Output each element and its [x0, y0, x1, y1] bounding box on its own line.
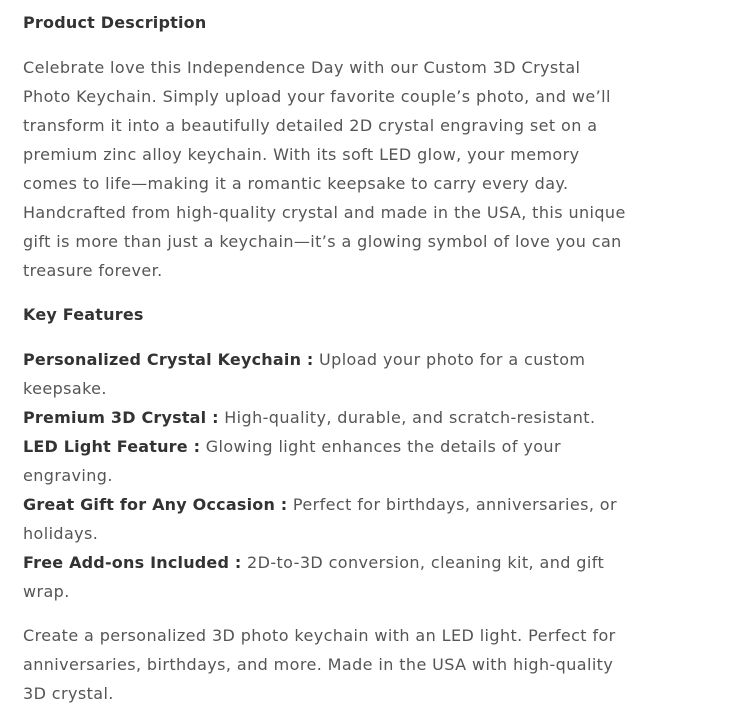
- feature-label: Premium 3D Crystal :: [23, 408, 219, 427]
- feature-label: Free Add-ons Included :: [23, 553, 242, 572]
- feature-text: Upload your photo for a custom keepsake.: [23, 350, 586, 398]
- feature-label: LED Light Feature :: [23, 437, 201, 456]
- feature-item-led-light-feature: [23, 432, 628, 490]
- feature-item-personalized-crystal-keychain: [23, 345, 628, 403]
- spacer: [23, 329, 628, 345]
- feature-text: Perfect for birthdays, anniversaries, or holidays.: [23, 495, 617, 543]
- key-features-heading: Key Features: [23, 305, 144, 324]
- feature-item-great-gift: [23, 490, 628, 548]
- product-description-text: Celebrate love this Independence Day with our Custom 3D Crystal Photo Keychain. Simply upload your favorite couple’s photo, and we’ll transform it into a beautifully detailed 2D crystal engraving set on a premium zinc alloy keychain. With its soft LED glow, your memory comes to life—making it a romantic keepsake to carry every day. Handcrafted from high-quality crystal and made in the USA, this unique gift is more than just a keychain—it’s a glowing symbol of love you can treasure forever.: [23, 58, 626, 280]
- spacer: [23, 606, 628, 621]
- feature-label: Great Gift for Any Occasion :: [23, 495, 288, 514]
- product-description-heading: Product Description: [23, 13, 207, 32]
- feature-text: High-quality, durable, and scratch-resistant.: [224, 408, 596, 427]
- key-features-list: [23, 345, 628, 606]
- feature-item-premium-3d-crystal: [23, 403, 628, 432]
- feature-item-free-add-ons: [23, 548, 628, 606]
- closing-text: Create a personalized 3D photo keychain with an LED light. Perfect for anniversaries, birthdays, and more. Made in the USA with high-quality 3D crystal.: [23, 626, 616, 703]
- feature-label: Personalized Crystal Keychain :: [23, 350, 314, 369]
- feature-text: 2D-to-3D conversion, cleaning kit, and gift wrap.: [23, 553, 605, 601]
- product-description-section: [23, 8, 628, 708]
- spacer: [23, 285, 628, 300]
- feature-text: Glowing light enhances the details of your engraving.: [23, 437, 561, 485]
- spacer: [23, 37, 628, 53]
